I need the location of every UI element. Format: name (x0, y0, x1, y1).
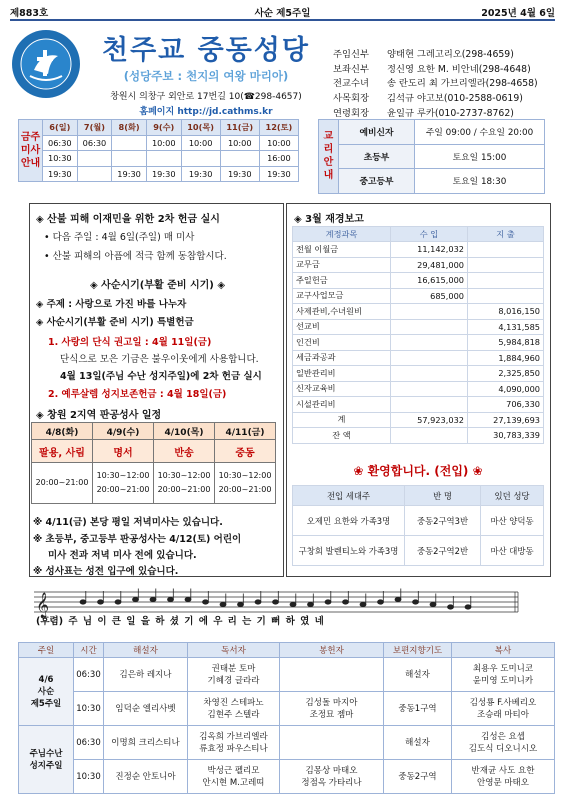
welcome-table (292, 485, 544, 566)
flower-icon: ❀ (472, 464, 483, 478)
day-header: 12(토) (259, 120, 298, 136)
catechism-group: 중고등부 (339, 169, 415, 194)
catechism-time: 토요일 15:00 (415, 144, 545, 169)
mass-time-row: 06:30 06:30 10:00 10:00 10:00 10:00 (19, 135, 299, 151)
second-collection-note: 4월 13일(주님 수난 성지주일)에 2차 헌금 실시 (60, 371, 262, 382)
music-note (448, 605, 454, 609)
finance-total-row: 계 57,923,032 27,139,693 (293, 412, 544, 428)
confession-date: 4/11(금) (215, 423, 276, 440)
confession-title: ◈ 창원 2지역 판공성사 일정 (36, 410, 162, 421)
mass-time-row: 19:30 19:30 19:30 19:30 19:30 19:30 (19, 166, 299, 182)
staff-list (333, 48, 561, 122)
finance-row: 시설관리비 706,330 (293, 397, 544, 413)
duty-header: 복사 (452, 643, 555, 658)
lent-special-offering: ◈ 사순시기(부활 준비 시기) 특별헌금 (36, 317, 194, 328)
welcome-title: ❀ 환영합니다. (전입) ❀ (353, 464, 483, 478)
catechism-label: 교 리 안 내 (319, 120, 339, 194)
finance-row: 전월 이월금 11,142,032 (293, 242, 544, 258)
day-header: 7(월) (77, 120, 112, 136)
notice-note: 미사 전과 저녁 미사 전에 있습니다. (48, 550, 197, 561)
flower-icon: ❀ (353, 464, 364, 478)
confession-place: 팔용, 사림 (32, 440, 93, 463)
welcome-header: 반 명 (405, 486, 481, 506)
finance-row: 인건비 5,984,818 (293, 335, 544, 351)
music-note (325, 600, 331, 604)
parish-logo (12, 30, 80, 98)
issue-date: 2025년 4월 6일 (481, 8, 556, 19)
logo-emblem-icon (12, 30, 80, 98)
staff-row: 주임신부 양태현 그레고리오(298-4659) (333, 49, 514, 60)
day-header: 8(화) (112, 120, 147, 136)
finance-row: 일반관리비 2,325,850 (293, 366, 544, 382)
finance-row: 세금과공과 1,884,960 (293, 350, 544, 366)
notice-bullet: • 다음 주일 : 4월 6일(주일) 매 미사 (44, 232, 195, 243)
finance-header: 지 출 (468, 227, 544, 242)
welcome-header: 있던 성당 (481, 486, 544, 506)
notice-title: ◈ 산불 피해 이재민을 위한 2차 헌금 실시 (36, 214, 220, 225)
issue-header (10, 5, 555, 21)
confession-date: 4/9(수) (93, 423, 154, 440)
music-note (115, 600, 121, 604)
welcome-row: 오제민 요한와 가족3명 중동2구역3반 마산 양덕동 (293, 506, 544, 536)
duty-row: 10:30 임덕순 엘리사벳 차영진 스테파노 김현주 스텔라 김성돌 마지아 조정묘 젬마 중동1구역 김성룡 F.사베리오 조승래 마티아 (19, 692, 555, 726)
mass-schedule-table (18, 119, 299, 182)
catechism-group: 예비신자 (339, 120, 415, 145)
music-note (430, 602, 436, 606)
mass-schedule-label: 금주 미사 안내 (19, 120, 43, 182)
duty-header: 보편지향기도 (384, 643, 452, 658)
staff-row: 전교수녀 송 란도리 최 가브리엘라(298-4658) (333, 78, 538, 90)
finance-title: ◈ 3월 재경보고 (294, 214, 364, 225)
day-header: 9(수) (146, 120, 181, 136)
fasting-day: 1. 사랑의 단식 권고일 : 4월 11일(금) (48, 337, 212, 348)
duty-header: 독서자 (188, 643, 280, 658)
treble-clef-icon: 𝄞 (36, 593, 50, 618)
parish-address: 창원시 의창구 외안로 17번길 10(☎298-4657) (110, 92, 302, 102)
music-note (203, 600, 209, 604)
issue-number: 제883호 (10, 8, 49, 19)
lent-title: ◈ 사순시기(부활 준비 시기) ◈ (90, 280, 226, 291)
finance-row: 사제관비,수녀원비 8,016,150 (293, 304, 544, 320)
music-note (413, 600, 419, 604)
catechism-schedule-table (318, 119, 545, 194)
music-note (395, 597, 401, 601)
duty-header: 봉헌자 (280, 643, 384, 658)
notice-bullet: • 산불 피해의 아픔에 적극 함께 동참합시다. (44, 251, 227, 262)
duty-row: 주님수난 성지주일 06:30 이명희 크리스티나 김옥희 가브리엘라 류효정 파우스티나 해설자 김성은 요셉 김도식 디오니시오 (19, 726, 555, 760)
duty-service-day: 주님수난 성지주일 (19, 726, 74, 794)
confession-place: 중동 (215, 440, 276, 463)
notice-note: ※ 성사표는 성전 입구에 있습니다. (33, 566, 179, 577)
welcome-row: 구창회 발렌티노와 가족3명 중동2구역2반 마산 대방동 (293, 536, 544, 566)
music-note (308, 602, 314, 606)
finance-header: 계정과목 (293, 227, 391, 242)
music-note (360, 602, 366, 606)
duty-row: 4/6 사순 제5주일 06:30 김은하 레지나 권태분 토마 기혜경 글라라 해설자 최용우 도미니코 윤미영 도미니카 (19, 658, 555, 692)
music-note (255, 600, 261, 604)
jerusalem-offering: 2. 예루살렘 성지보존헌금 : 4월 18일(금) (48, 389, 227, 400)
finance-row: 선교비 4,131,585 (293, 319, 544, 335)
bulletin-subtitle: (성당주보 : 천지의 여왕 마리아) (123, 69, 289, 83)
psalm-response-lyrics: (후렴) 주 님 이 큰 일 을 하 셨 기 에 우 리 는 기 뻐 하 였 네 (36, 616, 324, 627)
catechism-time: 주일 09:00 / 수요일 20:00 (415, 120, 545, 145)
confession-time: 10:30~12:00 20:00~21:00 (154, 463, 215, 504)
fasting-note: 단식으로 모은 기금은 불우이웃에게 사용합니다. (60, 354, 259, 365)
finance-header: 수 입 (391, 227, 468, 242)
confession-schedule-table (31, 422, 276, 504)
confession-time: 20:00~21:00 (32, 463, 93, 504)
finance-row: 신자교육비 4,090,000 (293, 381, 544, 397)
day-header: 10(목) (181, 120, 220, 136)
music-note (378, 600, 384, 604)
confession-place: 명서 (93, 440, 154, 463)
music-note (168, 597, 174, 601)
music-note (150, 597, 156, 601)
confession-date: 4/8(화) (32, 423, 93, 440)
parish-title: 천주교 중동성당 (102, 35, 310, 66)
day-header: 6(일) (43, 120, 78, 136)
confession-time: 10:30~12:00 20:00~21:00 (215, 463, 276, 504)
duty-row: 10:30 진정순 안토니아 박성근 펠리모 안시현 M.고레띠 김몽상 마태오 정점옥 가타리나 중동2구역 반재균 사도 요한 안영문 마태오 (19, 760, 555, 794)
finance-balance-row: 잔 액 30,783,339 (293, 428, 544, 444)
music-note (343, 600, 349, 604)
music-note (238, 602, 244, 606)
duty-header: 해설자 (104, 643, 188, 658)
liturgy-duty-table (18, 642, 555, 794)
music-note (290, 602, 296, 606)
duty-header: 주일 (19, 643, 74, 658)
music-note (98, 600, 104, 604)
music-note (273, 600, 279, 604)
notice-note: ※ 초등부, 중고등부 판공성사는 4/12(토) 어린이 (33, 534, 242, 545)
music-note (465, 605, 471, 609)
duty-service-day: 4/6 사순 제5주일 (19, 658, 74, 726)
staff-row: 연령회장 윤일규 루카(010-2737-8762) (333, 107, 514, 119)
notice-note: ※ 4/11(금) 본당 평일 저녁미사는 있습니다. (33, 517, 223, 528)
finance-row: 교구사업모금 685,000 (293, 288, 544, 304)
staff-row: 사목회장 김석규 야고보(010-2588-0619) (333, 93, 523, 105)
finance-row: 교무금 29,481,000 (293, 257, 544, 273)
day-header: 11(금) (220, 120, 259, 136)
music-note (220, 602, 226, 606)
finance-table (292, 226, 544, 444)
catechism-group: 초등부 (339, 144, 415, 169)
staff-row: 보좌신부 정신영 요한 M. 비안네(298-4648) (333, 63, 531, 75)
music-note (185, 597, 191, 601)
homepage-link[interactable]: 홈페이지 http://jd.cathms.kr (139, 107, 273, 117)
confession-time: 10:30~12:00 20:00~21:00 (93, 463, 154, 504)
finance-row: 주일헌금 16,615,000 (293, 273, 544, 289)
music-note (133, 597, 139, 601)
duty-header: 시간 (74, 643, 104, 658)
lent-theme: ◈ 주제 : 사랑으로 가진 바를 나누자 (36, 299, 187, 310)
confession-date: 4/10(목) (154, 423, 215, 440)
welcome-header: 전입 세대주 (293, 486, 405, 506)
music-note (80, 600, 86, 604)
catechism-time: 토요일 18:30 (415, 169, 545, 194)
liturgical-season: 사순 제5주일 (254, 8, 311, 19)
mass-time-row: 10:30 16:00 (19, 151, 299, 167)
confession-place: 반송 (154, 440, 215, 463)
